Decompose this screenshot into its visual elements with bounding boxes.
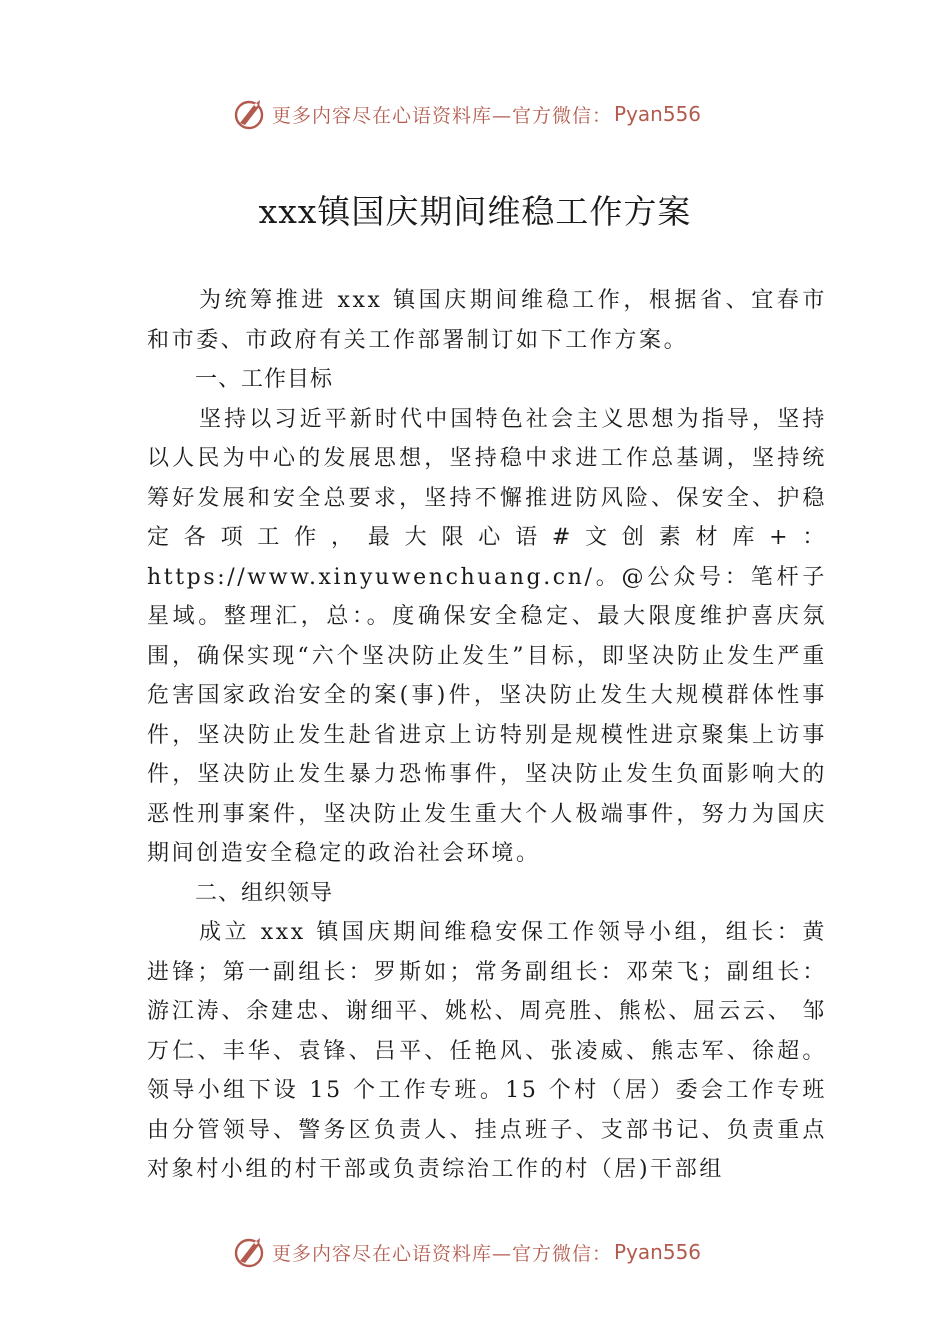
watermark-banner-bottom [232, 1232, 732, 1272]
watermark-wechat-id: Pyan556 [614, 1240, 702, 1264]
document-title: xxx镇国庆期间维稳工作方案 [258, 192, 692, 231]
watermark-text: 更多内容尽在心语资料库—官方微信： [272, 104, 613, 127]
watermark-wechat-id: Pyan556 [614, 102, 702, 126]
watermark-text: 更多内容尽在心语资料库—官方微信： [272, 1242, 613, 1265]
watermark-banner-top [232, 94, 732, 134]
pen-nib-circle-icon [232, 96, 268, 132]
section-heading-goals: 一、工作目标 [195, 367, 334, 392]
section-paragraph-leadership: 成立 xxx 镇国庆期间维稳安保工作领导小组，组长：黄进锋；第一副组长：罗斯如；常务副组长：邓荣飞；副组长：游江涛、余建忠、谢细平、姚松、周亮胜、熊松、屈云云、 邹万仁、丰华、袁锋、吕平、任艳风、张凌威、熊志军、徐超。领导小组下设 15 个工作专班。15 个村（居）委会工作专班由分管领导、警务区负责人、挂点班子、支部书记、负责重点对象村小组的村干部或负责综治工作的村（居)干部组 [147, 920, 827, 1182]
intro-paragraph: 为统筹推进 xxx 镇国庆期间维稳工作，根据省、宜春市和市委、市政府有关工作部署制订如下工作方案。 [147, 288, 827, 353]
document-body [147, 281, 827, 1190]
section-heading-leadership: 二、组织领导 [195, 880, 334, 906]
section-paragraph-goals: 坚持以习近平新时代中国特色社会主义思想为指导，坚持以人民为中心的发展思想，坚持稳中求进工作总基调，坚持统筹好发展和安全总要求，坚持不懈推进防风险、保安全、护稳定各项工作，最大限心语#文创素材库+：https://www.xinyuwenchuang.cn/。@公众号：笔杆子星域。整理汇，总：。度确保安全稳定、最大限度维护喜庆氛围，确保实现“六个坚决防止发生”目标，即坚决防止发生严重危害国家政治安全的案(事)件，坚决防止发生大规模群体性事件，坚决防止发生赴省进京上访特别是规模性进京聚集上访事件，坚决防止发生暴力恐怖事件，坚决防止发生负面影响大的恶性刑事案件，坚决防止发生重大个人极端事件，努力为国庆期间创造安全稳定的政治社会环境。 [147, 406, 827, 866]
pen-nib-circle-icon [232, 1234, 268, 1270]
